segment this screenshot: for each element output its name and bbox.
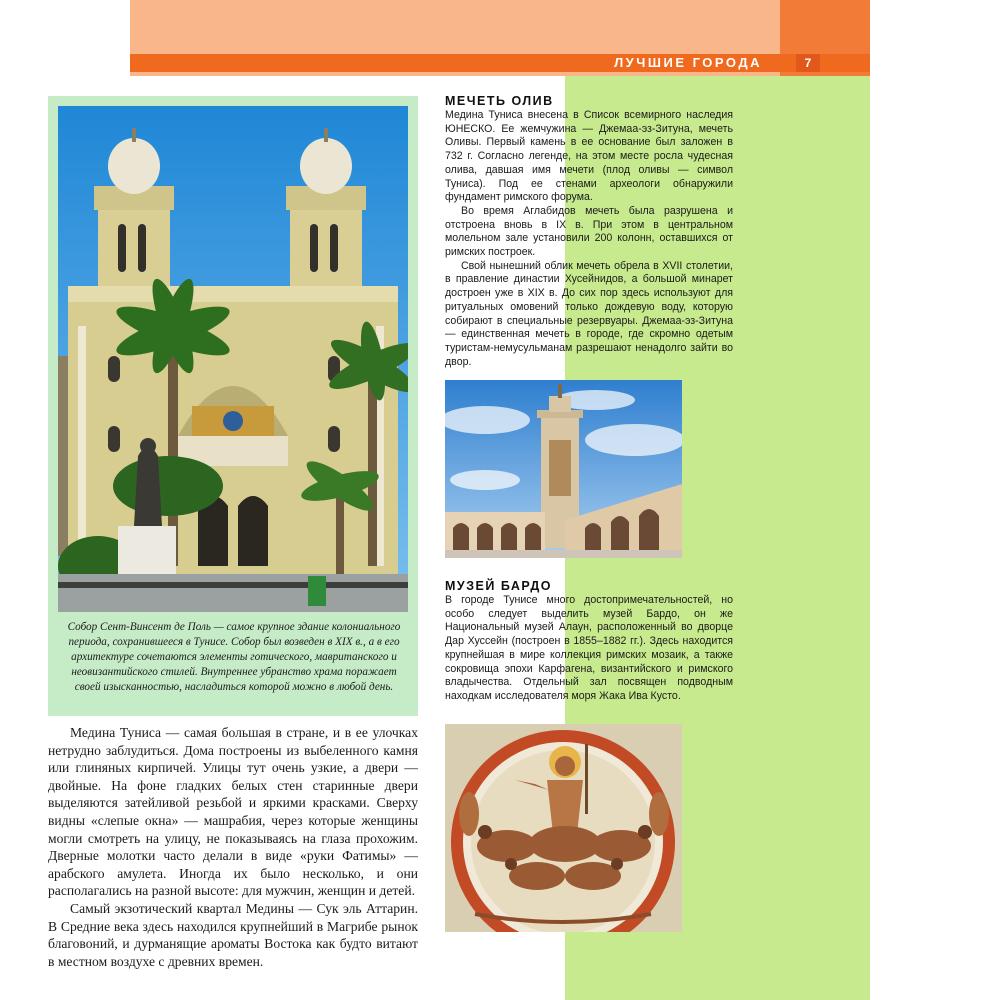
- bardo-paragraph: В городе Тунисе много достопримечательностей, но особо следует выделить музей Бардо, он же Национальный музей Алаун, расположенный во дворце Дар Хуссейн (построен в 1855–1882 гг.). Здесь находится крупнейшая в мире коллекция римских мозаик, а также сокровища эпохи Карфагена, византийского и римского владычества. Отдельный зал посвящен подводным находкам исследователя моря Жака Ива Кусто.: [445, 594, 733, 702]
- main-paragraph: Самый экзотический квартал Медины — Сук эль Аттарин. В Средние века здесь находился крупнейший в Магрибе рынок благовоний, и дурманящие ароматы Востока как будто витают в местном воздухе с древних времен.: [48, 900, 418, 969]
- cathedral-photo: [58, 106, 408, 612]
- bardo-heading: МУЗЕЙ БАРДО: [445, 579, 553, 593]
- mosque-paragraph: Во время Аглабидов мечеть была разрушена и отстроена вновь в IX в. При этом в центральном молельном зале установили 200 колонн, оставшихся от римских построек.: [445, 204, 733, 259]
- mosque-paragraph: Медина Туниса внесена в Список всемирного наследия ЮНЕСКО. Ее жемчужина — Джемаа-эз-Зитуна, мечеть Оливы. Первый камень в ее основание был заложен в 732 г. Согласно легенде, на этом месте росла чудесная олива, давшая имя мечети (плод оливы — символ Туниса). Под ее стенами археологи обнаружили фундамент римского форума.: [445, 109, 733, 204]
- running-title: ЛУЧШИЕ ГОРОДА: [614, 55, 762, 70]
- mosque-text: [445, 109, 733, 369]
- mosque-heading: МЕЧЕТЬ ОЛИВ: [445, 94, 554, 108]
- mosaic-photo: [445, 724, 682, 932]
- bardo-text: [445, 594, 733, 704]
- main-paragraph: Медина Туниса — самая большая в стране, и в ее улочках нетрудно заблудиться. Дома построены из выбеленного камня или глиняных кирпичей. Улицы тут очень узкие, а двери — двойные. На фоне гладких белых стен старинные двери выделяются затейливой резьбой и яркими красками. Сверху видны «слепые окна» — машрабия, через которые женщины могли смотреть на улицу, не показываясь на глаза прохожим. Дверные молотки часто делали в виде «руки Фатимы» — арабского амулета. Иногда их было несколько, и они располагались на разной высоте: для мужчин, женщин и детей.: [48, 725, 418, 899]
- main-article: [48, 724, 418, 970]
- mosque-photo: [445, 380, 682, 558]
- page-number: 7: [796, 54, 820, 72]
- mosque-paragraph: Свой нынешний облик мечеть обрела в XVII столетии, в правление династии Хусейнидов, а большой минарет достроен уже в XIX в. До сих пор здесь используют для ритуальных омовений только дождевую воду, которую собирают в специальные резервуары. Джемаа-эз-Зитуна — единственная мечеть в городе, где скромно одетым туристам-немусульманам разрешают ненадолго зайти во двор.: [445, 259, 733, 368]
- cathedral-caption: Собор Сент-Винсент де Поль — самое крупное здание колониального периода, сохранившееся в Тунисе. Собор был возведен в XIX в., а в его архитектуре сочетаются элементы готического, мавританского и неовизантийского стилей. Внутреннее убранство храма поражает своей изысканностью, насладиться которой можно в любой день.: [67, 621, 401, 693]
